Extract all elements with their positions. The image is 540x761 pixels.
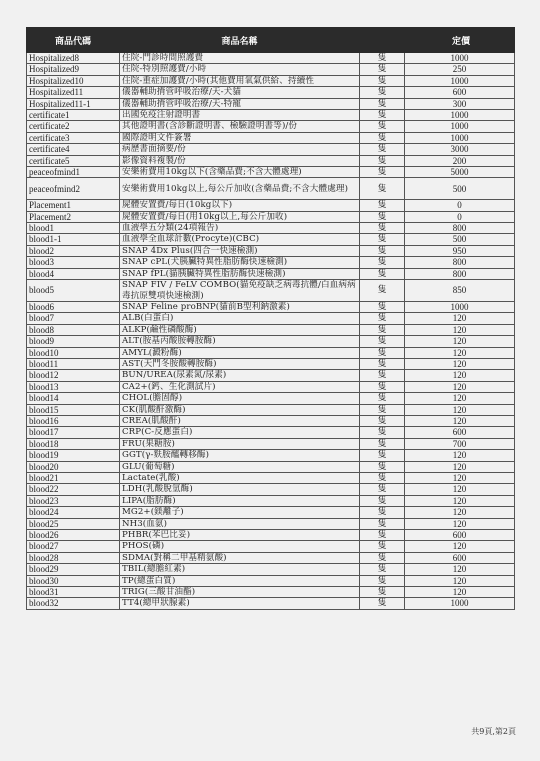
unit-cell: 隻 bbox=[360, 438, 405, 449]
unit-cell: 隻 bbox=[360, 245, 405, 256]
price-cell: 1000 bbox=[405, 110, 515, 121]
product-name-cell: LDH(乳酸脫氫酶) bbox=[120, 484, 360, 495]
page-number: 共9頁,第2頁 bbox=[471, 727, 516, 736]
header-unit bbox=[360, 28, 405, 53]
unit-cell: 隻 bbox=[360, 473, 405, 484]
header-name: 商品名稱 bbox=[120, 28, 360, 53]
price-cell: 120 bbox=[405, 415, 515, 426]
table-row bbox=[27, 370, 515, 381]
price-cell: 3000 bbox=[405, 144, 515, 155]
product-code-cell: blood2 bbox=[27, 245, 120, 256]
unit-cell: 隻 bbox=[360, 393, 405, 404]
product-code-cell: Hospitalized8 bbox=[27, 53, 120, 64]
product-code-cell: blood13 bbox=[27, 381, 120, 392]
product-name-cell: 安樂術費用10kg以上,每公斤加收(含藥品費;不含大體處理) bbox=[120, 178, 360, 200]
product-name-cell: 儀器輔助揹管呼吸治療/天-犬貓 bbox=[120, 87, 360, 98]
unit-cell: 隻 bbox=[360, 268, 405, 279]
price-cell: 120 bbox=[405, 473, 515, 484]
price-cell: 120 bbox=[405, 381, 515, 392]
table-row bbox=[27, 155, 515, 166]
price-cell: 120 bbox=[405, 461, 515, 472]
price-cell: 120 bbox=[405, 495, 515, 506]
price-cell: 500 bbox=[405, 178, 515, 200]
product-name-cell: GGT(γ-麩胺醯轉移酶) bbox=[120, 450, 360, 461]
product-code-cell: blood18 bbox=[27, 438, 120, 449]
product-name-cell: TRIG(三酸甘油酯) bbox=[120, 587, 360, 598]
table-row bbox=[27, 313, 515, 324]
product-code-cell: blood5 bbox=[27, 280, 120, 302]
unit-cell: 隻 bbox=[360, 121, 405, 132]
table-row bbox=[27, 495, 515, 506]
product-name-cell: CREA(肌酸酐) bbox=[120, 415, 360, 426]
product-code-cell: blood11 bbox=[27, 358, 120, 369]
table-row bbox=[27, 587, 515, 598]
table-row bbox=[27, 427, 515, 438]
table-row bbox=[27, 575, 515, 586]
unit-cell: 隻 bbox=[360, 211, 405, 222]
product-name-cell: SNAP 4Dx Plus(四合一快速檢測) bbox=[120, 245, 360, 256]
table-row bbox=[27, 552, 515, 563]
product-code-cell: blood27 bbox=[27, 541, 120, 552]
product-code-cell: blood6 bbox=[27, 301, 120, 312]
price-cell: 1000 bbox=[405, 75, 515, 86]
price-cell: 600 bbox=[405, 552, 515, 563]
product-name-cell: 其他證明書(含診斷證明書、檢驗證明書等)/份 bbox=[120, 121, 360, 132]
price-cell: 500 bbox=[405, 234, 515, 245]
price-cell: 120 bbox=[405, 404, 515, 415]
table-row bbox=[27, 324, 515, 335]
product-code-cell: Hospitalized9 bbox=[27, 64, 120, 75]
table-row bbox=[27, 541, 515, 552]
header-price: 定價 bbox=[405, 28, 515, 53]
price-cell: 120 bbox=[405, 564, 515, 575]
unit-cell: 隻 bbox=[360, 587, 405, 598]
unit-cell: 隻 bbox=[360, 324, 405, 335]
product-code-cell: blood17 bbox=[27, 427, 120, 438]
price-cell: 0 bbox=[405, 200, 515, 211]
price-cell: 800 bbox=[405, 268, 515, 279]
table-row bbox=[27, 121, 515, 132]
table-row bbox=[27, 484, 515, 495]
unit-cell: 隻 bbox=[360, 234, 405, 245]
price-cell: 120 bbox=[405, 450, 515, 461]
table-row bbox=[27, 336, 515, 347]
product-name-cell: 影像資料複製/份 bbox=[120, 155, 360, 166]
table-row bbox=[27, 110, 515, 121]
table-row bbox=[27, 347, 515, 358]
product-code-cell: certificate4 bbox=[27, 144, 120, 155]
unit-cell: 隻 bbox=[360, 200, 405, 211]
product-code-cell: blood22 bbox=[27, 484, 120, 495]
unit-cell: 隻 bbox=[360, 427, 405, 438]
table-row bbox=[27, 473, 515, 484]
table-row bbox=[27, 450, 515, 461]
product-name-cell: 安樂術費用10kg以下(含藥品費;不含大體處理) bbox=[120, 167, 360, 178]
table-row bbox=[27, 223, 515, 234]
unit-cell: 隻 bbox=[360, 541, 405, 552]
price-table bbox=[26, 27, 515, 610]
price-cell: 120 bbox=[405, 370, 515, 381]
product-code-cell: blood30 bbox=[27, 575, 120, 586]
table-row bbox=[27, 64, 515, 75]
price-cell: 120 bbox=[405, 541, 515, 552]
product-code-cell: blood14 bbox=[27, 393, 120, 404]
product-code-cell: blood23 bbox=[27, 495, 120, 506]
unit-cell: 隻 bbox=[360, 132, 405, 143]
product-code-cell: certificate5 bbox=[27, 155, 120, 166]
product-name-cell: Lactate(乳酸) bbox=[120, 473, 360, 484]
price-cell: 120 bbox=[405, 575, 515, 586]
price-cell: 700 bbox=[405, 438, 515, 449]
table-row bbox=[27, 98, 515, 109]
table-row bbox=[27, 132, 515, 143]
product-code-cell: Hospitalized11-1 bbox=[27, 98, 120, 109]
price-cell: 1000 bbox=[405, 598, 515, 609]
price-cell: 800 bbox=[405, 257, 515, 268]
unit-cell: 隻 bbox=[360, 495, 405, 506]
table-row bbox=[27, 211, 515, 222]
product-code-cell: blood12 bbox=[27, 370, 120, 381]
unit-cell: 隻 bbox=[360, 110, 405, 121]
unit-cell: 隻 bbox=[360, 450, 405, 461]
table-row bbox=[27, 415, 515, 426]
product-name-cell: 屍體安置費/每日(用10kg以上,每公斤加收) bbox=[120, 211, 360, 222]
unit-cell: 隻 bbox=[360, 167, 405, 178]
unit-cell: 隻 bbox=[360, 64, 405, 75]
product-code-cell: blood1-1 bbox=[27, 234, 120, 245]
product-code-cell: blood21 bbox=[27, 473, 120, 484]
price-cell: 1000 bbox=[405, 301, 515, 312]
unit-cell: 隻 bbox=[360, 381, 405, 392]
product-code-cell: Placement1 bbox=[27, 200, 120, 211]
product-code-cell: peaceofmind1 bbox=[27, 167, 120, 178]
product-name-cell: 屍體安置費/每日(10kg以下) bbox=[120, 200, 360, 211]
product-name-cell: GLU(葡萄糖) bbox=[120, 461, 360, 472]
product-name-cell: 病歷書面摘要/份 bbox=[120, 144, 360, 155]
header-code: 商品代碼 bbox=[27, 28, 120, 53]
product-name-cell: BUN/UREA(尿素氮/尿素) bbox=[120, 370, 360, 381]
unit-cell: 隻 bbox=[360, 575, 405, 586]
price-cell: 120 bbox=[405, 313, 515, 324]
product-name-cell: PHBR(苯巴比妥) bbox=[120, 530, 360, 541]
table-row bbox=[27, 461, 515, 472]
product-name-cell: AST(天門冬胺酸轉胺酶) bbox=[120, 358, 360, 369]
price-cell: 120 bbox=[405, 358, 515, 369]
unit-cell: 隻 bbox=[360, 518, 405, 529]
unit-cell: 隻 bbox=[360, 155, 405, 166]
table-row bbox=[27, 245, 515, 256]
product-code-cell: certificate3 bbox=[27, 132, 120, 143]
table-row bbox=[27, 358, 515, 369]
price-cell: 1000 bbox=[405, 53, 515, 64]
product-code-cell: blood19 bbox=[27, 450, 120, 461]
product-code-cell: blood9 bbox=[27, 336, 120, 347]
unit-cell: 隻 bbox=[360, 144, 405, 155]
table-row bbox=[27, 507, 515, 518]
table-row bbox=[27, 234, 515, 245]
product-name-cell: CRP(C-反應蛋白) bbox=[120, 427, 360, 438]
product-name-cell: LIPA(脂肪酶) bbox=[120, 495, 360, 506]
product-code-cell: blood3 bbox=[27, 257, 120, 268]
product-code-cell: Hospitalized11 bbox=[27, 87, 120, 98]
unit-cell: 隻 bbox=[360, 347, 405, 358]
product-name-cell: SNAP cPL(犬胰臟特異性脂肪酶快速檢測) bbox=[120, 257, 360, 268]
product-name-cell: 國際證明文件簽署 bbox=[120, 132, 360, 143]
product-name-cell: CA2+(鈣、生化測試片) bbox=[120, 381, 360, 392]
product-name-cell: 儀器輔助揹管呼吸治療/天-特寵 bbox=[120, 98, 360, 109]
product-code-cell: blood28 bbox=[27, 552, 120, 563]
product-code-cell: blood4 bbox=[27, 268, 120, 279]
product-name-cell: SDMA(對稱二甲基精氨酸) bbox=[120, 552, 360, 563]
price-cell: 5000 bbox=[405, 167, 515, 178]
price-cell: 120 bbox=[405, 393, 515, 404]
unit-cell: 隻 bbox=[360, 223, 405, 234]
product-name-cell: TT4(總甲狀腺素) bbox=[120, 598, 360, 609]
table-row bbox=[27, 404, 515, 415]
unit-cell: 隻 bbox=[360, 484, 405, 495]
price-cell: 120 bbox=[405, 518, 515, 529]
product-code-cell: blood7 bbox=[27, 313, 120, 324]
product-code-cell: blood32 bbox=[27, 598, 120, 609]
table-row bbox=[27, 87, 515, 98]
product-code-cell: certificate1 bbox=[27, 110, 120, 121]
unit-cell: 隻 bbox=[360, 564, 405, 575]
product-name-cell: FRU(果糖胺) bbox=[120, 438, 360, 449]
price-cell: 120 bbox=[405, 347, 515, 358]
table-row bbox=[27, 53, 515, 64]
table-row bbox=[27, 75, 515, 86]
table-row bbox=[27, 301, 515, 312]
unit-cell: 隻 bbox=[360, 370, 405, 381]
product-name-cell: SNAP FIV / FeLV COMBO(貓免疫缺乏病毒抗體/白血病病毒抗原雙項快速檢測) bbox=[120, 280, 360, 302]
product-code-cell: blood26 bbox=[27, 530, 120, 541]
unit-cell: 隻 bbox=[360, 280, 405, 302]
product-code-cell: blood1 bbox=[27, 223, 120, 234]
product-name-cell: AMYL(澱粉酶) bbox=[120, 347, 360, 358]
table-header-row bbox=[27, 28, 515, 53]
product-code-cell: blood20 bbox=[27, 461, 120, 472]
product-name-cell: CK(肌酸酐激酶) bbox=[120, 404, 360, 415]
price-cell: 250 bbox=[405, 64, 515, 75]
unit-cell: 隻 bbox=[360, 404, 405, 415]
product-name-cell: 血液學五分類(24項報告) bbox=[120, 223, 360, 234]
price-cell: 0 bbox=[405, 211, 515, 222]
product-code-cell: peaceofmind2 bbox=[27, 178, 120, 200]
unit-cell: 隻 bbox=[360, 461, 405, 472]
unit-cell: 隻 bbox=[360, 178, 405, 200]
product-name-cell: PHOS(磷) bbox=[120, 541, 360, 552]
price-cell: 600 bbox=[405, 87, 515, 98]
product-name-cell: NH3(血氨) bbox=[120, 518, 360, 529]
table-row bbox=[27, 438, 515, 449]
table-row bbox=[27, 167, 515, 178]
unit-cell: 隻 bbox=[360, 507, 405, 518]
price-cell: 1000 bbox=[405, 132, 515, 143]
product-code-cell: blood16 bbox=[27, 415, 120, 426]
product-name-cell: ALB(白蛋白) bbox=[120, 313, 360, 324]
table-row bbox=[27, 381, 515, 392]
product-name-cell: ALKP(鹼性磷酸酶) bbox=[120, 324, 360, 335]
table-row bbox=[27, 564, 515, 575]
product-code-cell: blood15 bbox=[27, 404, 120, 415]
unit-cell: 隻 bbox=[360, 530, 405, 541]
price-cell: 800 bbox=[405, 223, 515, 234]
price-cell: 600 bbox=[405, 530, 515, 541]
unit-cell: 隻 bbox=[360, 98, 405, 109]
price-cell: 120 bbox=[405, 324, 515, 335]
product-code-cell: Hospitalized10 bbox=[27, 75, 120, 86]
product-code-cell: Placement2 bbox=[27, 211, 120, 222]
table-body bbox=[27, 53, 515, 610]
price-cell: 1000 bbox=[405, 121, 515, 132]
product-code-cell: certificate2 bbox=[27, 121, 120, 132]
table-row bbox=[27, 257, 515, 268]
product-name-cell: TBIL(總膽紅素) bbox=[120, 564, 360, 575]
table-row bbox=[27, 393, 515, 404]
product-name-cell: 住院-門診時間照護費 bbox=[120, 53, 360, 64]
product-name-cell: TP(總蛋白質) bbox=[120, 575, 360, 586]
unit-cell: 隻 bbox=[360, 53, 405, 64]
product-code-cell: blood29 bbox=[27, 564, 120, 575]
product-name-cell: 住院-重症加護費/小時(其他費用氧氣供給、持續性 bbox=[120, 75, 360, 86]
price-cell: 600 bbox=[405, 427, 515, 438]
unit-cell: 隻 bbox=[360, 313, 405, 324]
price-cell: 300 bbox=[405, 98, 515, 109]
table-row bbox=[27, 268, 515, 279]
unit-cell: 隻 bbox=[360, 358, 405, 369]
price-cell: 950 bbox=[405, 245, 515, 256]
unit-cell: 隻 bbox=[360, 336, 405, 347]
unit-cell: 隻 bbox=[360, 257, 405, 268]
table-row bbox=[27, 518, 515, 529]
unit-cell: 隻 bbox=[360, 415, 405, 426]
unit-cell: 隻 bbox=[360, 598, 405, 609]
product-name-cell: 住院-特別照護費/小時 bbox=[120, 64, 360, 75]
table-row bbox=[27, 530, 515, 541]
price-cell: 120 bbox=[405, 336, 515, 347]
price-cell: 120 bbox=[405, 587, 515, 598]
unit-cell: 隻 bbox=[360, 87, 405, 98]
unit-cell: 隻 bbox=[360, 301, 405, 312]
product-code-cell: blood8 bbox=[27, 324, 120, 335]
table-row bbox=[27, 178, 515, 200]
price-cell: 120 bbox=[405, 507, 515, 518]
unit-cell: 隻 bbox=[360, 552, 405, 563]
product-name-cell: CHOL(膽固醇) bbox=[120, 393, 360, 404]
product-name-cell: 出國免疫注射證明書 bbox=[120, 110, 360, 121]
price-cell: 120 bbox=[405, 484, 515, 495]
product-code-cell: blood24 bbox=[27, 507, 120, 518]
price-cell: 200 bbox=[405, 155, 515, 166]
product-name-cell: 血液學全血球計數(Procyte)(CBC) bbox=[120, 234, 360, 245]
price-cell: 850 bbox=[405, 280, 515, 302]
product-name-cell: MG2+(鎂離子) bbox=[120, 507, 360, 518]
table-row bbox=[27, 280, 515, 302]
product-name-cell: SNAP Feline proBNP(貓前B型利鈉激素) bbox=[120, 301, 360, 312]
product-code-cell: blood31 bbox=[27, 587, 120, 598]
table-row bbox=[27, 200, 515, 211]
table-row bbox=[27, 144, 515, 155]
unit-cell: 隻 bbox=[360, 75, 405, 86]
product-name-cell: SNAP fPL(貓胰臟特異性脂肪酶快速檢測) bbox=[120, 268, 360, 279]
table-row bbox=[27, 598, 515, 609]
product-name-cell: ALT(胺基丙酸胺轉胺酶) bbox=[120, 336, 360, 347]
product-code-cell: blood25 bbox=[27, 518, 120, 529]
product-code-cell: blood10 bbox=[27, 347, 120, 358]
